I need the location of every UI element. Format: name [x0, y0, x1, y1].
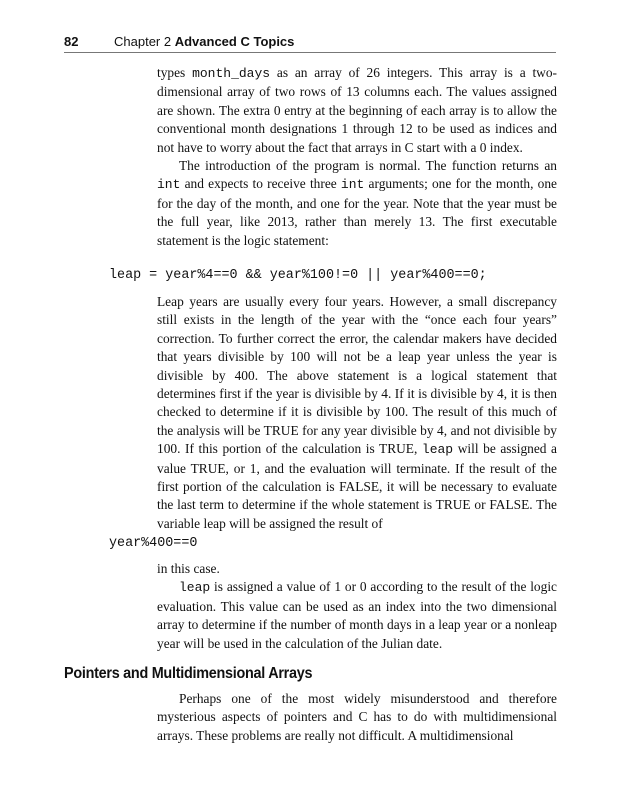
text-run: The introduction of the program is normal. The function returns an	[179, 158, 557, 174]
running-header	[64, 32, 556, 53]
chapter-title: Advanced C Topics	[174, 34, 295, 49]
text-run: Perhaps one of the most widely misunderstood and therefore mysterious aspects of pointers and C has to do with multidimensional arrays. These problems are really not difficult. A multidimensional	[157, 691, 557, 743]
paragraph-in-this-case	[157, 560, 557, 653]
text-run: and expects to receive three	[180, 176, 341, 192]
inline-code: leap	[421, 442, 454, 458]
paragraph-leap-years	[157, 293, 557, 533]
text-run: arguments; one for the month, one for the day of the month, and one for the year. Note that the year must be the full year, like 2013, rather than merely 13. The first executable statement is the logic statement:	[157, 176, 557, 248]
page-number: 82	[64, 34, 79, 49]
inline-code: int	[340, 177, 365, 193]
inline-code: leap	[179, 580, 211, 596]
text-run: will be assigned a value TRUE, or 1, and the evaluation will terminate. If the result of the first portion of the calculation is FALSE, it will be necessary to evaluate the last term to determine if the whole statement is TRUE or FALSE. The variable leap will be assigned the result of	[157, 441, 557, 531]
paragraph-introduction	[157, 157, 557, 250]
paragraph-pointers	[157, 690, 557, 745]
text-run: as an array of 26 integers. This array is a two-dimensional array of two rows of 13 columns each. The values assigned are shown. The extra 0 entry at the beginning of each array is to allow the conventional month designations 1 through 12 to be used as indices and not have to worry about the fact that arrays in C start with a 0 index.	[157, 65, 557, 155]
chapter-heading	[114, 34, 294, 49]
paragraph-leap-assigned	[157, 578, 557, 653]
paragraph-month-days	[157, 64, 557, 250]
inline-code: int	[157, 177, 181, 193]
text-run: types	[157, 65, 193, 80]
code-year-modulo: year%400==0	[109, 536, 198, 551]
text-run: Leap years are usually every four years. However, a small discrepancy still exists in the length of the year with the “once each four years” correction. To further correct the error, the calendar makers have decided that years divisible by 100 will not be a leap year unless the year is divisible by 400. The above statement is a logical statement that determines first if the year is divisible by 4. If it is divisible by 4, it is then checked to determine if it is divisible by 100. The result of this much of the analysis will be TRUE for any year divisible by 4, and not divisible by 100. If this portion of the calculation is TRUE,	[157, 294, 557, 457]
text-run: in this case.	[157, 561, 220, 576]
chapter-label: Chapter 2	[114, 34, 172, 49]
inline-code: month_days	[192, 66, 271, 81]
section-heading: Pointers and Multidimensional Arrays	[64, 665, 313, 682]
code-leap-statement: leap = year%4==0 && year%100!=0 || year%400==0;	[109, 268, 487, 283]
text-run: is assigned a value of 1 or 0 according to the result of the logic evaluation. This value can be used as an index into the two dimensional array to determine if the number of month days in a leap year or a nonleap year will be used in the calculation of the Julian date.	[157, 579, 557, 651]
